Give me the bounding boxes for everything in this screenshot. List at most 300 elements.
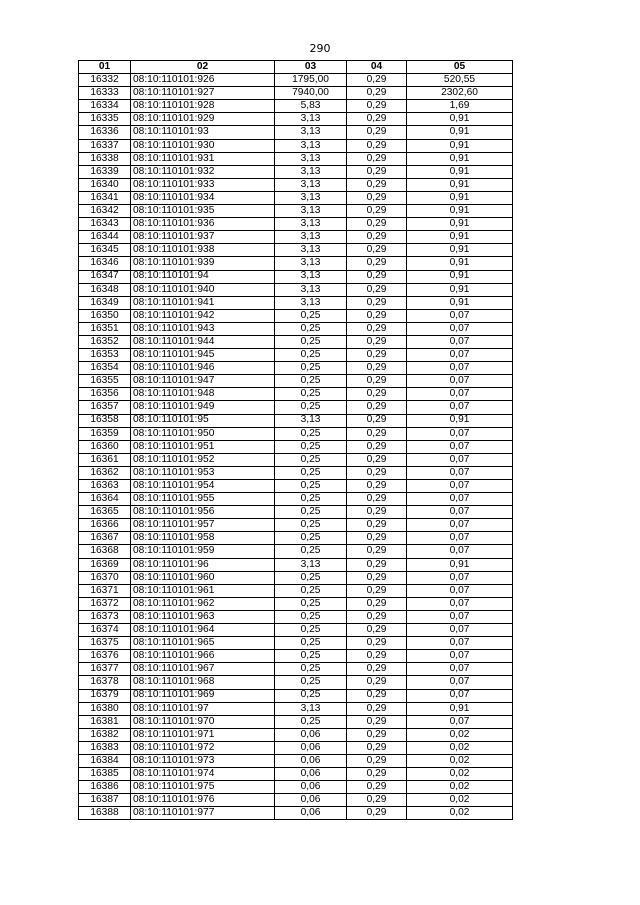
table-cell-col-4: 0,29 xyxy=(347,558,407,571)
table-cell-col-5: 520,55 xyxy=(407,74,513,87)
table-cell-col-2: 08:10:110101:975 xyxy=(131,781,275,794)
table-cell-col-3: 0,25 xyxy=(275,388,347,401)
table-cell-col-4: 0,29 xyxy=(347,270,407,283)
table-cell-col-5: 0,07 xyxy=(407,493,513,506)
table-cell-col-1: 16340 xyxy=(79,178,131,191)
table-cell-col-1: 16347 xyxy=(79,270,131,283)
table-cell-col-1: 16341 xyxy=(79,191,131,204)
table-row xyxy=(79,558,513,571)
table-cell-col-3: 0,25 xyxy=(275,453,347,466)
table-row xyxy=(79,584,513,597)
table-cell-col-1: 16374 xyxy=(79,624,131,637)
table-cell-col-5: 0,91 xyxy=(407,205,513,218)
table-cell-col-5: 0,07 xyxy=(407,322,513,335)
table-cell-col-4: 0,29 xyxy=(347,781,407,794)
table-row xyxy=(79,231,513,244)
table-cell-col-2: 08:10:110101:976 xyxy=(131,794,275,807)
table-row xyxy=(79,624,513,637)
table-cell-col-1: 16351 xyxy=(79,322,131,335)
table-cell-col-1: 16360 xyxy=(79,440,131,453)
table-cell-col-3: 3,13 xyxy=(275,205,347,218)
table-cell-col-1: 16359 xyxy=(79,427,131,440)
table-cell-col-5: 0,91 xyxy=(407,270,513,283)
table-cell-col-2: 08:10:110101:972 xyxy=(131,741,275,754)
table-cell-col-5: 0,07 xyxy=(407,506,513,519)
table-cell-col-1: 16380 xyxy=(79,702,131,715)
table-cell-col-4: 0,29 xyxy=(347,322,407,335)
table-cell-col-1: 16378 xyxy=(79,676,131,689)
table-cell-col-5: 0,07 xyxy=(407,532,513,545)
table-cell-col-1: 16336 xyxy=(79,126,131,139)
table-row xyxy=(79,715,513,728)
table-cell-col-1: 16384 xyxy=(79,754,131,767)
table-cell-col-2: 08:10:110101:937 xyxy=(131,231,275,244)
table-cell-col-2: 08:10:110101:936 xyxy=(131,218,275,231)
table-cell-col-5: 0,07 xyxy=(407,715,513,728)
table-cell-col-5: 0,02 xyxy=(407,754,513,767)
header-cell-02: 02 xyxy=(131,61,275,74)
table-cell-col-2: 08:10:110101:928 xyxy=(131,100,275,113)
table-cell-col-1: 16385 xyxy=(79,768,131,781)
table-cell-col-4: 0,29 xyxy=(347,545,407,558)
table-cell-col-5: 0,07 xyxy=(407,440,513,453)
table-cell-col-4: 0,29 xyxy=(347,689,407,702)
table-cell-col-4: 0,29 xyxy=(347,414,407,427)
table-cell-col-2: 08:10:110101:933 xyxy=(131,178,275,191)
table-cell-col-1: 16353 xyxy=(79,349,131,362)
table-cell-col-2: 08:10:110101:941 xyxy=(131,296,275,309)
table-cell-col-1: 16344 xyxy=(79,231,131,244)
table-cell-col-5: 0,07 xyxy=(407,519,513,532)
table-cell-col-3: 3,13 xyxy=(275,152,347,165)
table-cell-col-4: 0,29 xyxy=(347,218,407,231)
table-cell-col-5: 0,91 xyxy=(407,139,513,152)
table-cell-col-3: 0,25 xyxy=(275,322,347,335)
table-row xyxy=(79,676,513,689)
table-cell-col-4: 0,29 xyxy=(347,702,407,715)
table-cell-col-5: 0,02 xyxy=(407,794,513,807)
table-cell-col-2: 08:10:110101:951 xyxy=(131,440,275,453)
table-cell-col-5: 0,02 xyxy=(407,741,513,754)
table-row xyxy=(79,781,513,794)
table-row xyxy=(79,610,513,623)
table-cell-col-1: 16382 xyxy=(79,728,131,741)
table-row xyxy=(79,74,513,87)
table-cell-col-2: 08:10:110101:931 xyxy=(131,152,275,165)
table-cell-col-2: 08:10:110101:967 xyxy=(131,663,275,676)
table-cell-col-5: 0,07 xyxy=(407,362,513,375)
table-row xyxy=(79,702,513,715)
table-row xyxy=(79,309,513,322)
table-row xyxy=(79,375,513,388)
table-cell-col-1: 16365 xyxy=(79,506,131,519)
table-row xyxy=(79,480,513,493)
table-cell-col-3: 0,25 xyxy=(275,309,347,322)
table-cell-col-4: 0,29 xyxy=(347,663,407,676)
table-cell-col-2: 08:10:110101:971 xyxy=(131,728,275,741)
table-cell-col-5: 0,91 xyxy=(407,231,513,244)
table-row xyxy=(79,663,513,676)
table-cell-col-4: 0,29 xyxy=(347,506,407,519)
table-cell-col-3: 7940,00 xyxy=(275,87,347,100)
table-cell-col-4: 0,29 xyxy=(347,610,407,623)
table-cell-col-5: 0,07 xyxy=(407,375,513,388)
table-cell-col-5: 0,07 xyxy=(407,335,513,348)
table-cell-col-3: 0,25 xyxy=(275,401,347,414)
table-cell-col-1: 16343 xyxy=(79,218,131,231)
table-row xyxy=(79,571,513,584)
table-cell-col-5: 0,91 xyxy=(407,152,513,165)
table-cell-col-2: 08:10:110101:950 xyxy=(131,427,275,440)
table-cell-col-4: 0,29 xyxy=(347,715,407,728)
table-cell-col-4: 0,29 xyxy=(347,126,407,139)
table-cell-col-1: 16370 xyxy=(79,571,131,584)
table-cell-col-4: 0,29 xyxy=(347,768,407,781)
header-cell-01: 01 xyxy=(79,61,131,74)
table-cell-col-2: 08:10:110101:946 xyxy=(131,362,275,375)
table-cell-col-2: 08:10:110101:944 xyxy=(131,335,275,348)
table-cell-col-4: 0,29 xyxy=(347,519,407,532)
table-cell-col-2: 08:10:110101:977 xyxy=(131,807,275,820)
table-row xyxy=(79,100,513,113)
table-cell-col-2: 08:10:110101:935 xyxy=(131,205,275,218)
table-cell-col-5: 0,07 xyxy=(407,624,513,637)
table-cell-col-5: 0,07 xyxy=(407,480,513,493)
table-cell-col-3: 0,25 xyxy=(275,663,347,676)
table-cell-col-5: 0,91 xyxy=(407,191,513,204)
table-cell-col-3: 0,25 xyxy=(275,545,347,558)
table-cell-col-1: 16364 xyxy=(79,493,131,506)
table-cell-col-2: 08:10:110101:949 xyxy=(131,401,275,414)
table-row xyxy=(79,506,513,519)
table-cell-col-5: 0,07 xyxy=(407,663,513,676)
table-cell-col-1: 16357 xyxy=(79,401,131,414)
table-cell-col-4: 0,29 xyxy=(347,480,407,493)
table-cell-col-5: 0,02 xyxy=(407,768,513,781)
table-cell-col-5: 0,02 xyxy=(407,781,513,794)
table-cell-col-3: 3,13 xyxy=(275,244,347,257)
table-cell-col-4: 0,29 xyxy=(347,349,407,362)
table-cell-col-1: 16354 xyxy=(79,362,131,375)
table-cell-col-1: 16375 xyxy=(79,637,131,650)
table-cell-col-2: 08:10:110101:968 xyxy=(131,676,275,689)
table-cell-col-5: 0,07 xyxy=(407,650,513,663)
table-row xyxy=(79,139,513,152)
table-row xyxy=(79,453,513,466)
table-row xyxy=(79,532,513,545)
table-cell-col-3: 0,25 xyxy=(275,506,347,519)
table-row xyxy=(79,440,513,453)
table-cell-col-2: 08:10:110101:945 xyxy=(131,349,275,362)
table-cell-col-1: 16346 xyxy=(79,257,131,270)
table-cell-col-3: 3,13 xyxy=(275,139,347,152)
table-cell-col-3: 3,13 xyxy=(275,218,347,231)
table-cell-col-3: 0,06 xyxy=(275,768,347,781)
table-cell-col-5: 0,07 xyxy=(407,427,513,440)
table-cell-col-5: 0,91 xyxy=(407,414,513,427)
table-cell-col-1: 16332 xyxy=(79,74,131,87)
table-row xyxy=(79,493,513,506)
table-cell-col-5: 0,07 xyxy=(407,637,513,650)
table-cell-col-1: 16355 xyxy=(79,375,131,388)
table-cell-col-2: 08:10:110101:961 xyxy=(131,584,275,597)
table-cell-col-5: 0,07 xyxy=(407,309,513,322)
table-cell-col-5: 0,07 xyxy=(407,571,513,584)
table-cell-col-3: 0,25 xyxy=(275,610,347,623)
table-cell-col-4: 0,29 xyxy=(347,728,407,741)
table-row xyxy=(79,466,513,479)
table-cell-col-4: 0,29 xyxy=(347,309,407,322)
table-cell-col-4: 0,29 xyxy=(347,139,407,152)
table-cell-col-4: 0,29 xyxy=(347,231,407,244)
table-cell-col-5: 0,91 xyxy=(407,178,513,191)
table-cell-col-3: 0,25 xyxy=(275,362,347,375)
table-cell-col-3: 3,13 xyxy=(275,113,347,126)
table-cell-col-2: 08:10:110101:94 xyxy=(131,270,275,283)
table-cell-col-3: 0,25 xyxy=(275,466,347,479)
table-cell-col-4: 0,29 xyxy=(347,401,407,414)
table-cell-col-1: 16352 xyxy=(79,335,131,348)
table-cell-col-3: 0,25 xyxy=(275,335,347,348)
table-cell-col-5: 0,91 xyxy=(407,558,513,571)
table-cell-col-2: 08:10:110101:929 xyxy=(131,113,275,126)
table-row xyxy=(79,152,513,165)
table-cell-col-3: 0,25 xyxy=(275,637,347,650)
table-cell-col-4: 0,29 xyxy=(347,335,407,348)
table-cell-col-2: 08:10:110101:958 xyxy=(131,532,275,545)
table-row xyxy=(79,165,513,178)
table-cell-col-3: 3,13 xyxy=(275,270,347,283)
table-cell-col-2: 08:10:110101:959 xyxy=(131,545,275,558)
table-row xyxy=(79,807,513,820)
header-cell-04: 04 xyxy=(347,61,407,74)
table-row xyxy=(79,427,513,440)
table-cell-col-3: 0,06 xyxy=(275,781,347,794)
table-cell-col-4: 0,29 xyxy=(347,741,407,754)
table-cell-col-1: 16373 xyxy=(79,610,131,623)
table-cell-col-2: 08:10:110101:939 xyxy=(131,257,275,270)
table-row xyxy=(79,794,513,807)
table-cell-col-1: 16334 xyxy=(79,100,131,113)
table-row xyxy=(79,257,513,270)
table-cell-col-2: 08:10:110101:957 xyxy=(131,519,275,532)
table-cell-col-4: 0,29 xyxy=(347,466,407,479)
table-cell-col-1: 16367 xyxy=(79,532,131,545)
table-row xyxy=(79,126,513,139)
table-cell-col-5: 0,91 xyxy=(407,165,513,178)
table-cell-col-5: 0,02 xyxy=(407,728,513,741)
table-cell-col-2: 08:10:110101:942 xyxy=(131,309,275,322)
table-cell-col-2: 08:10:110101:970 xyxy=(131,715,275,728)
table-cell-col-2: 08:10:110101:965 xyxy=(131,637,275,650)
table-cell-col-4: 0,29 xyxy=(347,178,407,191)
table-cell-col-1: 16333 xyxy=(79,87,131,100)
table-cell-col-5: 0,07 xyxy=(407,610,513,623)
table-cell-col-5: 2302,60 xyxy=(407,87,513,100)
table-cell-col-5: 0,07 xyxy=(407,689,513,702)
table-row xyxy=(79,205,513,218)
table-cell-col-1: 16337 xyxy=(79,139,131,152)
table-cell-col-3: 0,25 xyxy=(275,689,347,702)
table-row xyxy=(79,270,513,283)
table-cell-col-4: 0,29 xyxy=(347,597,407,610)
table-cell-col-4: 0,29 xyxy=(347,571,407,584)
table-cell-col-3: 3,13 xyxy=(275,165,347,178)
table-cell-col-4: 0,29 xyxy=(347,794,407,807)
table-cell-col-1: 16345 xyxy=(79,244,131,257)
table-cell-col-4: 0,29 xyxy=(347,532,407,545)
table-row xyxy=(79,283,513,296)
table-cell-col-2: 08:10:110101:938 xyxy=(131,244,275,257)
table-cell-col-4: 0,29 xyxy=(347,362,407,375)
table-cell-col-3: 1795,00 xyxy=(275,74,347,87)
table-row xyxy=(79,754,513,767)
table-cell-col-1: 16383 xyxy=(79,741,131,754)
data-table xyxy=(78,60,513,820)
table-cell-col-2: 08:10:110101:930 xyxy=(131,139,275,152)
table-cell-col-3: 0,25 xyxy=(275,676,347,689)
table-cell-col-4: 0,29 xyxy=(347,493,407,506)
table-cell-col-2: 08:10:110101:952 xyxy=(131,453,275,466)
table-cell-col-3: 3,13 xyxy=(275,126,347,139)
table-row xyxy=(79,87,513,100)
table-cell-col-4: 0,29 xyxy=(347,637,407,650)
table-cell-col-4: 0,29 xyxy=(347,807,407,820)
table-row xyxy=(79,178,513,191)
table-row xyxy=(79,388,513,401)
table-cell-col-2: 08:10:110101:95 xyxy=(131,414,275,427)
table-cell-col-4: 0,29 xyxy=(347,165,407,178)
table-cell-col-3: 0,06 xyxy=(275,807,347,820)
table-cell-col-4: 0,29 xyxy=(347,257,407,270)
table-row xyxy=(79,650,513,663)
table-row xyxy=(79,689,513,702)
table-row xyxy=(79,768,513,781)
table-cell-col-4: 0,29 xyxy=(347,375,407,388)
table-cell-col-4: 0,29 xyxy=(347,205,407,218)
table-cell-col-3: 0,25 xyxy=(275,519,347,532)
table-cell-col-3: 0,25 xyxy=(275,440,347,453)
table-row xyxy=(79,637,513,650)
table-cell-col-3: 3,13 xyxy=(275,257,347,270)
table-cell-col-4: 0,29 xyxy=(347,283,407,296)
table-cell-col-3: 0,25 xyxy=(275,493,347,506)
table-row xyxy=(79,322,513,335)
table-cell-col-3: 0,25 xyxy=(275,650,347,663)
table-cell-col-2: 08:10:110101:969 xyxy=(131,689,275,702)
table-cell-col-3: 3,13 xyxy=(275,296,347,309)
table-cell-col-1: 16362 xyxy=(79,466,131,479)
table-cell-col-5: 0,91 xyxy=(407,296,513,309)
table-header xyxy=(79,61,513,74)
table-cell-col-1: 16381 xyxy=(79,715,131,728)
table-cell-col-1: 16349 xyxy=(79,296,131,309)
table-cell-col-4: 0,29 xyxy=(347,74,407,87)
table-cell-col-3: 3,13 xyxy=(275,231,347,244)
table-cell-col-2: 08:10:110101:973 xyxy=(131,754,275,767)
table-cell-col-3: 0,25 xyxy=(275,427,347,440)
table-cell-col-5: 0,07 xyxy=(407,388,513,401)
table-cell-col-5: 0,07 xyxy=(407,466,513,479)
table-cell-col-3: 3,13 xyxy=(275,191,347,204)
table-cell-col-1: 16369 xyxy=(79,558,131,571)
table-row xyxy=(79,728,513,741)
table-cell-col-2: 08:10:110101:96 xyxy=(131,558,275,571)
table-cell-col-2: 08:10:110101:954 xyxy=(131,480,275,493)
table-cell-col-4: 0,29 xyxy=(347,296,407,309)
table-cell-col-2: 08:10:110101:960 xyxy=(131,571,275,584)
table-cell-col-5: 0,91 xyxy=(407,257,513,270)
table-cell-col-4: 0,29 xyxy=(347,388,407,401)
table-cell-col-4: 0,29 xyxy=(347,440,407,453)
table-cell-col-2: 08:10:110101:97 xyxy=(131,702,275,715)
table-row xyxy=(79,401,513,414)
table-cell-col-1: 16339 xyxy=(79,165,131,178)
table-cell-col-4: 0,29 xyxy=(347,100,407,113)
table-row xyxy=(79,296,513,309)
table-row xyxy=(79,349,513,362)
table-cell-col-5: 0,07 xyxy=(407,676,513,689)
table-cell-col-4: 0,29 xyxy=(347,624,407,637)
table-cell-col-5: 0,91 xyxy=(407,702,513,715)
table-cell-col-1: 16376 xyxy=(79,650,131,663)
table-cell-col-1: 16342 xyxy=(79,205,131,218)
table-cell-col-1: 16388 xyxy=(79,807,131,820)
table-cell-col-3: 3,13 xyxy=(275,702,347,715)
table-cell-col-1: 16363 xyxy=(79,480,131,493)
table-cell-col-4: 0,29 xyxy=(347,87,407,100)
table-cell-col-1: 16386 xyxy=(79,781,131,794)
table-cell-col-1: 16377 xyxy=(79,663,131,676)
table-row xyxy=(79,545,513,558)
table-cell-col-3: 0,06 xyxy=(275,728,347,741)
table-row xyxy=(79,244,513,257)
table-cell-col-1: 16350 xyxy=(79,309,131,322)
table-cell-col-4: 0,29 xyxy=(347,191,407,204)
table-cell-col-5: 0,07 xyxy=(407,453,513,466)
table-cell-col-2: 08:10:110101:956 xyxy=(131,506,275,519)
table-cell-col-2: 08:10:110101:943 xyxy=(131,322,275,335)
table-cell-col-5: 1,69 xyxy=(407,100,513,113)
table-cell-col-5: 0,91 xyxy=(407,244,513,257)
table-cell-col-3: 3,13 xyxy=(275,558,347,571)
table-cell-col-4: 0,29 xyxy=(347,244,407,257)
table-cell-col-3: 0,25 xyxy=(275,597,347,610)
table-cell-col-2: 08:10:110101:948 xyxy=(131,388,275,401)
table-cell-col-5: 0,91 xyxy=(407,283,513,296)
table-row xyxy=(79,597,513,610)
table-cell-col-3: 0,25 xyxy=(275,480,347,493)
table-cell-col-3: 0,06 xyxy=(275,741,347,754)
table-cell-col-2: 08:10:110101:926 xyxy=(131,74,275,87)
table-cell-col-2: 08:10:110101:934 xyxy=(131,191,275,204)
table-cell-col-3: 0,25 xyxy=(275,349,347,362)
table-cell-col-3: 3,13 xyxy=(275,283,347,296)
table-cell-col-5: 0,07 xyxy=(407,597,513,610)
table-cell-col-2: 08:10:110101:93 xyxy=(131,126,275,139)
table-cell-col-1: 16368 xyxy=(79,545,131,558)
table-cell-col-1: 16379 xyxy=(79,689,131,702)
table-cell-col-2: 08:10:110101:955 xyxy=(131,493,275,506)
table-cell-col-3: 0,25 xyxy=(275,532,347,545)
table-cell-col-2: 08:10:110101:962 xyxy=(131,597,275,610)
table-cell-col-4: 0,29 xyxy=(347,152,407,165)
table-cell-col-1: 16338 xyxy=(79,152,131,165)
table-cell-col-1: 16372 xyxy=(79,597,131,610)
table-cell-col-2: 08:10:110101:974 xyxy=(131,768,275,781)
table-cell-col-4: 0,29 xyxy=(347,453,407,466)
table-cell-col-3: 0,06 xyxy=(275,794,347,807)
